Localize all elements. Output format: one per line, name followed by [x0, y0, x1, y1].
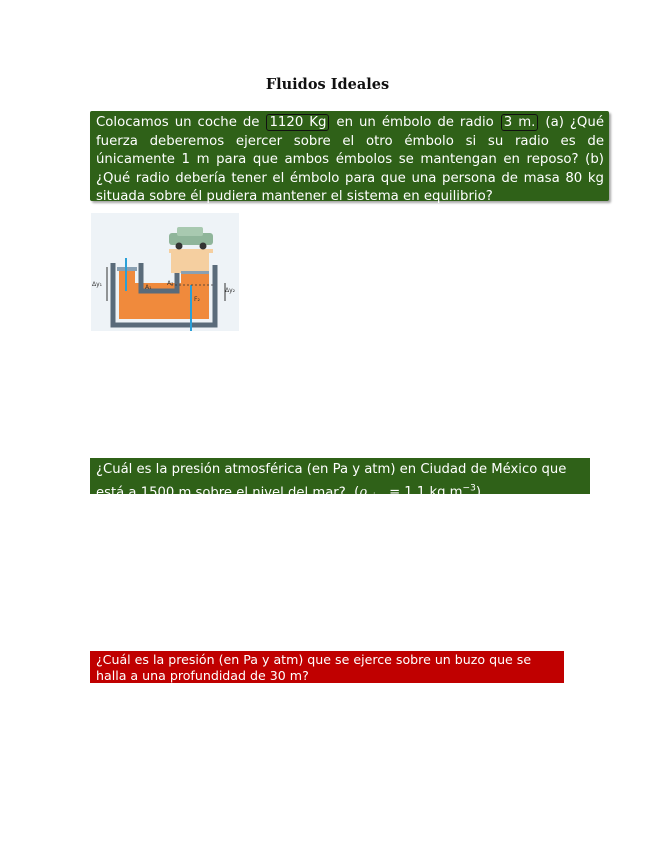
problem-1-text-a: Colocamos un coche de	[96, 115, 266, 130]
rho-subscript: aire	[367, 492, 385, 503]
problem-1-box	[90, 111, 609, 204]
label-dy1: Δy₁	[92, 281, 103, 288]
piston-platform	[169, 249, 213, 253]
problem-2-text: ¿Cuál es la presión atmosférica (en Pa y atm) en Ciudad de México que está a 1500 m sobre el nivel del mar?.	[96, 462, 567, 500]
hydraulic-press-figure	[91, 213, 239, 331]
large-piston-plate	[181, 271, 209, 274]
rho-exponent: −3	[462, 483, 476, 494]
large-piston	[171, 251, 209, 273]
page-title: Fluidos Ideales	[265, 76, 390, 93]
label-a1: A₁	[145, 284, 152, 291]
label-f: F₂	[194, 296, 200, 303]
label-a2: A₂	[167, 280, 174, 287]
problem-3-text: ¿Cuál es la presión (en Pa y atm) que se ejerce sobre un buzo que se halla a una profundidad de 30 m?	[96, 652, 532, 683]
radius-highlight: 3 m.	[501, 114, 539, 131]
rho-symbol: ρ	[359, 484, 367, 500]
rho-formula: ($\rho_{aire} = 1.1$ $kg.m^{-3}$)	[354, 483, 481, 503]
problem-1-text-b: en un émbolo de radio	[330, 115, 500, 130]
rho-value: = 1.1 kg.m	[384, 484, 463, 500]
mass-highlight: 1120 Kg	[266, 114, 329, 131]
problem-1-text-c: (a) ¿Qué fuerza deberemos ejercer sobre el otro émbolo si su radio es de únicamente 1 m para que ambos émbolos se mantengan en reposo? (b) ¿Qué radio debería tener el émbolo para que una persona de masa 80 kg situada sobre él pudiera mantener el sistema en equilibrio?	[96, 115, 605, 204]
problem-2-box	[90, 458, 590, 503]
problem-3-box	[90, 651, 564, 683]
label-dy2: Δy₂	[225, 287, 236, 294]
